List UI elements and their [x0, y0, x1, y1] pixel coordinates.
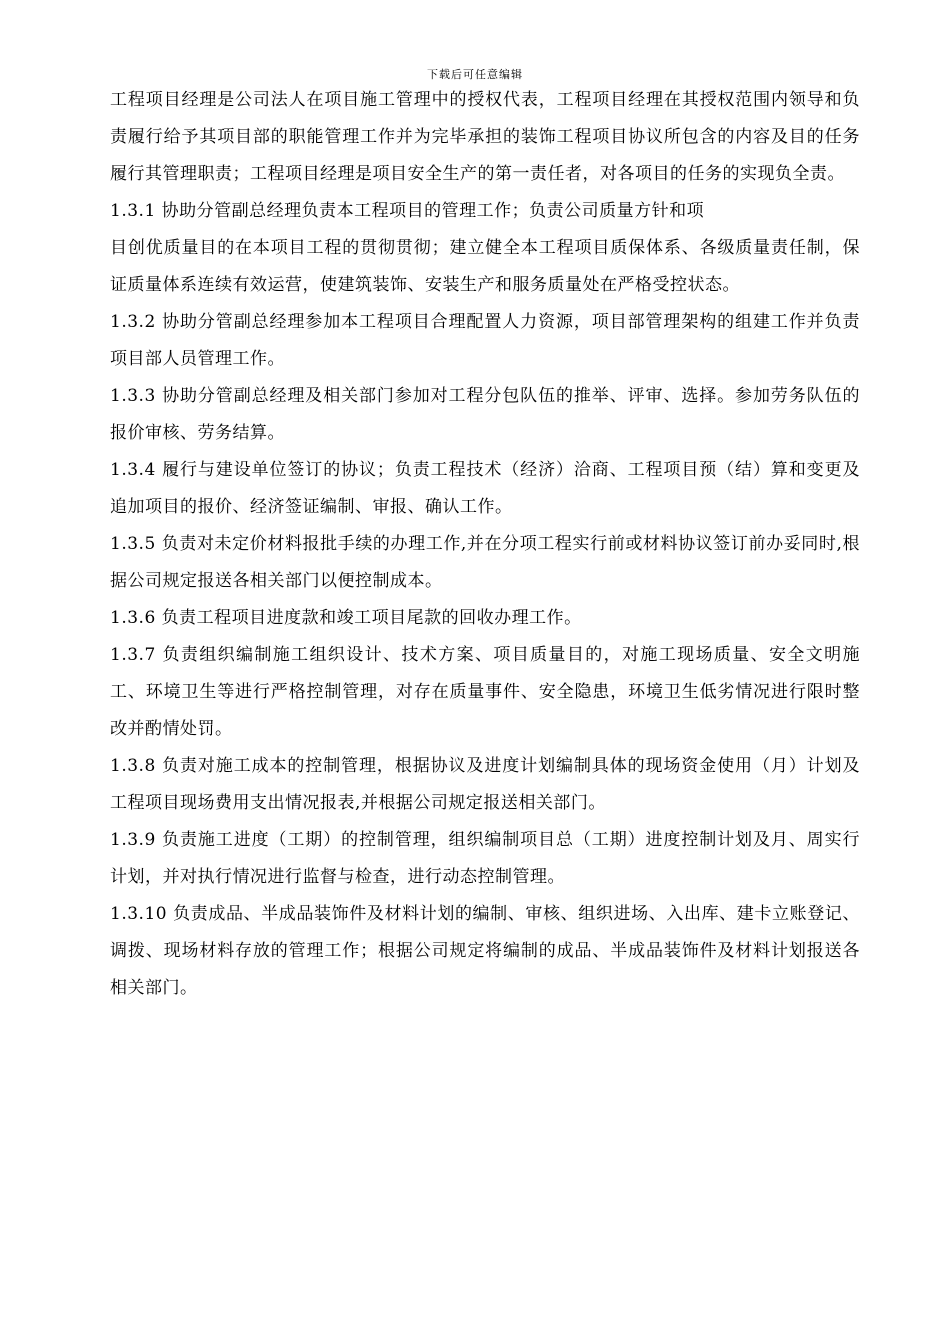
paragraph-1-3-3: 1.3.3 协助分管副总经理及相关部门参加对工程分包队伍的推举、评审、选择。参加劳务队伍的报价审核、劳务结算。	[110, 386, 860, 443]
paragraph-1-3-9: 1.3.9 负责施工进度（工期）的控制管理，组织编制项目总（工期）进度控制计划及月、周实行计划，并对执行情况进行监督与检查，进行动态控制管理。	[110, 830, 860, 887]
page-header: 下载后可任意编辑	[427, 68, 523, 81]
paragraph-1-3-10: 1.3.10 负责成品、半成品装饰件及材料计划的编制、审核、组织进场、入出库、建卡立账登记、调拨、现场材料存放的管理工作；根据公司规定将编制的成品、半成品装饰件及材料计划报送各相关部门。	[110, 904, 860, 998]
paragraph-1-3-2: 1.3.2 协助分管副总经理参加本工程项目合理配置人力资源，项目部管理架构的组建工作并负责项目部人员管理工作。	[110, 312, 860, 369]
paragraph-1-3-6: 1.3.6 负责工程项目进度款和竣工项目尾款的回收办理工作。	[110, 608, 582, 628]
paragraph-intro: 工程项目经理是公司法人在项目施工管理中的授权代表，工程项目经理在其授权范围内领导和负责履行给予其项目部的职能管理工作并为完毕承担的装饰工程项目协议所包含的内容及目的任务履行其管理职责；工程项目经理是项目安全生产的第一责任者，对各项目的任务的实现负全责。	[110, 90, 860, 184]
paragraph-1-3-1: 1.3.1 协助分管副总经理负责本工程项目的管理工作；负责公司质量方针和项	[110, 201, 705, 221]
paragraph-1-3-5: 1.3.5 负责对未定价材料报批手续的办理工作,并在分项工程实行前或材料协议签订前办妥同时,根据公司规定报送各相关部门以便控制成本。	[110, 534, 860, 591]
paragraph-1-3-7: 1.3.7 负责组织编制施工组织设计、技术方案、项目质量目的，对施工现场质量、安全文明施工、环境卫生等进行严格控制管理，对存在质量事件、安全隐患，环境卫生低劣情况进行限时整改并酌情处罚。	[110, 645, 860, 739]
paragraph-1-3-4: 1.3.4 履行与建设单位签订的协议；负责工程技术（经济）洽商、工程项目预（结）算和变更及追加项目的报价、经济签证编制、审报、确认工作。	[110, 460, 860, 517]
paragraph-1-3-1-continued: 目创优质量目的在本项目工程的贯彻贯彻；建立健全本工程项目质保体系、各级质量责任制，保证质量体系连续有效运营，使建筑装饰、安装生产和服务质量处在严格受控状态。	[110, 238, 860, 295]
document-body	[110, 82, 860, 1007]
paragraph-1-3-8: 1.3.8 负责对施工成本的控制管理，根据协议及进度计划编制具体的现场资金使用（月）计划及工程项目现场费用支出情况报表,并根据公司规定报送相关部门。	[110, 756, 860, 813]
